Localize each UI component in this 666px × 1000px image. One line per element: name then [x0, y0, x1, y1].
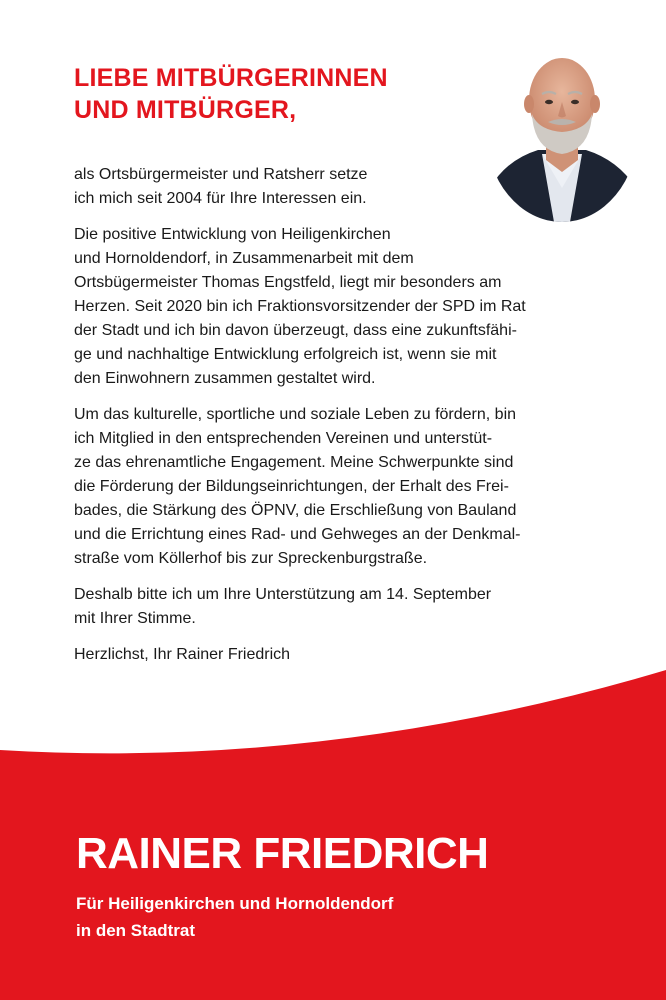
greeting-heading-line: LIEBE MITBÜRGERINNEN — [74, 64, 388, 92]
greeting-heading-line: UND MITBÜRGER, — [74, 96, 297, 124]
paragraph-appeal — [74, 583, 590, 631]
text-line: als Ortsbürgermeister und Ratsherr setze — [74, 166, 368, 183]
greeting-heading — [74, 62, 388, 126]
paragraph-priorities — [74, 403, 590, 571]
text-line: Ortsbügermeister Thomas Engstfeld, liegt mir besonders am — [74, 274, 502, 291]
text-line: und die Errichtung eines Rad- und Gehweges an der Denkmal- — [74, 526, 521, 543]
closing-signoff: Herzlichst, Ihr Rainer Friedrich — [74, 646, 291, 663]
text-line: den Einwohnern zusammen gestaltet wird. — [74, 370, 376, 387]
text-line: Um das kulturelle, sportliche und soziale Leben zu fördern, bin — [74, 406, 517, 423]
text-line: ich Mitglied in den entsprechenden Vereinen und unterstüt- — [74, 430, 493, 447]
text-line: bades, die Stärkung des ÖPNV, die Erschließung von Bauland — [74, 502, 517, 519]
candidate-tagline — [76, 890, 393, 944]
text-line: mit Ihrer Stimme. — [74, 610, 196, 627]
text-line: Herzen. Seit 2020 bin ich Fraktionsvorsitzender der SPD im Rat — [74, 298, 526, 315]
paragraph-development — [74, 223, 590, 391]
text-line: ge und nachhaltige Entwicklung erfolgreich ist, wenn sie mit — [74, 346, 497, 363]
paragraph-intro — [74, 163, 590, 211]
text-line: Deshalb bitte ich um Ihre Unterstützung am 14. September — [74, 586, 492, 603]
text-line: die Förderung der Bildungseinrichtungen, der Erhalt des Frei- — [74, 478, 509, 495]
letter-body — [74, 163, 590, 679]
tagline-line: in den Stadtrat — [76, 921, 196, 940]
text-line: Die positive Entwicklung von Heiligenkirchen — [74, 226, 391, 243]
text-line: und Hornoldendorf, in Zusammenarbeit mit dem — [74, 250, 414, 267]
text-line: ze das ehrenamtliche Engagement. Meine Schwerpunkte sind — [74, 454, 514, 471]
text-line: der Stadt und ich bin davon überzeugt, dass eine zukunftsfähi- — [74, 322, 517, 339]
text-line: straße vom Köllerhof bis zur Spreckenburgstraße. — [74, 550, 428, 567]
candidate-name: RAINER FRIEDRICH — [76, 829, 489, 878]
tagline-line: Für Heiligenkirchen und Hornoldendorf — [76, 894, 394, 913]
text-line: ich mich seit 2004 für Ihre Interessen ein. — [74, 190, 367, 207]
